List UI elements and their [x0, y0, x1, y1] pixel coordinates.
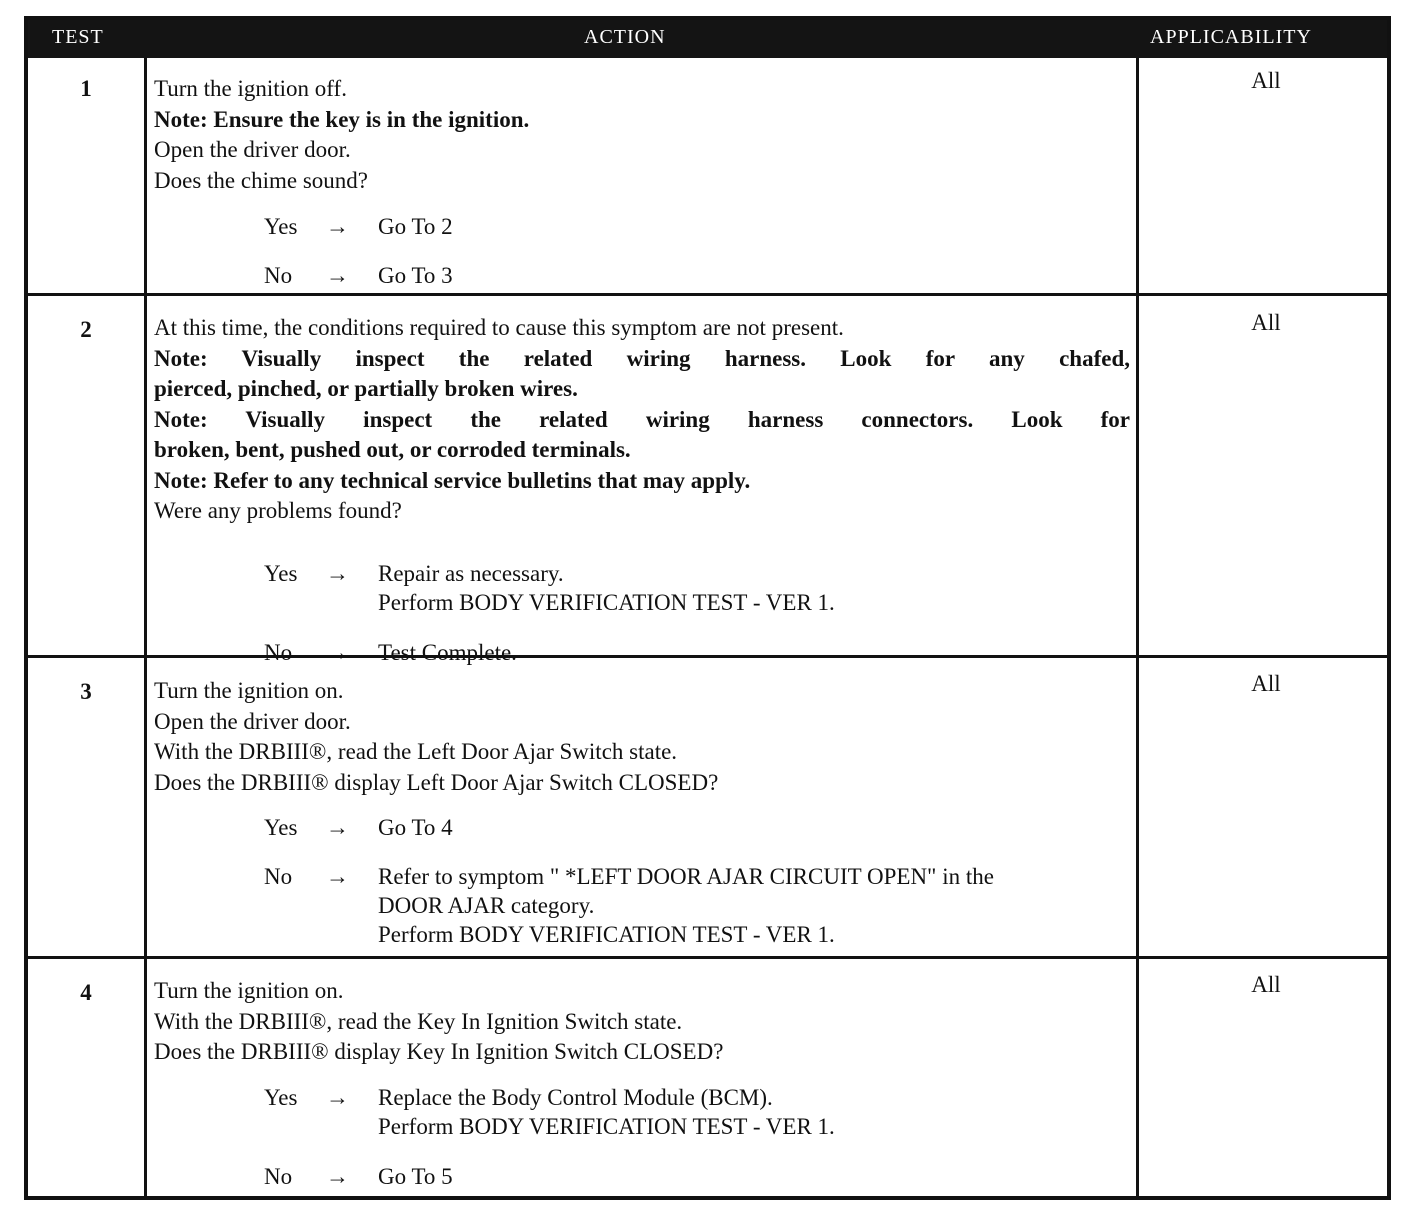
option-result: Go To 4: [378, 815, 453, 840]
test-number: 1: [80, 76, 92, 101]
test-number: 4: [80, 980, 92, 1005]
option-result: Go To 2: [378, 214, 453, 239]
action-line: With the DRBIII®, read the Left Door Ajar Switch state.: [154, 739, 678, 764]
action-text: [154, 676, 1130, 947]
action-line: Does the DRBIII® display Key In Ignition Switch CLOSED?: [154, 1039, 724, 1064]
action-line: Open the driver door.: [154, 137, 351, 162]
action-note: pierced, pinched, or partially broken wires.: [154, 376, 578, 401]
action-line: Does the chime sound?: [154, 167, 368, 193]
option-result: [378, 1083, 835, 1141]
test-number: 2: [80, 317, 92, 342]
arrow-icon: →: [326, 214, 349, 239]
option-result-line: Replace the Body Control Module (BCM).: [378, 1085, 773, 1110]
action-line: Were any problems found?: [154, 498, 402, 523]
option-label: No: [264, 1164, 293, 1189]
option-result-line: Refer to symptom " *LEFT DOOR AJAR CIRCUIT OPEN" in the: [378, 864, 994, 889]
action-note: Note: Visually inspect the related wiring harness. Look for any chafed,: [154, 345, 1130, 371]
action-note: Note: Ensure the key is in the ignition.: [154, 106, 530, 132]
diagnostic-test-table: [24, 16, 1391, 1200]
applicability-value: All: [1251, 310, 1281, 335]
header-test: TEST: [52, 26, 104, 48]
action-text: [154, 976, 1130, 1189]
applicability-value: All: [1251, 972, 1281, 997]
action-line: Turn the ignition on.: [154, 678, 344, 703]
option-result: Test Complete.: [378, 640, 517, 665]
arrow-icon: →: [326, 263, 349, 288]
row-divider: [28, 293, 1387, 296]
arrow-icon: →: [326, 640, 349, 665]
option-result-line: Perform BODY VERIFICATION TEST - VER 1.: [378, 1114, 835, 1139]
row-divider: [28, 655, 1387, 658]
action-text: [154, 74, 1130, 288]
action-line: Turn the ignition off.: [154, 76, 347, 101]
action-note: Note: Refer to any technical service bulletins that may apply.: [154, 467, 751, 493]
option-result-line: Perform BODY VERIFICATION TEST - VER 1.: [378, 922, 835, 947]
option-label: Yes: [264, 1085, 298, 1110]
option-result: [378, 559, 835, 617]
option-result-line: Repair as necessary.: [378, 561, 564, 586]
action-line: Does the DRBIII® display Left Door Ajar Switch CLOSED?: [154, 769, 719, 795]
option-label: Yes: [264, 815, 298, 840]
option-result: Go To 3: [378, 263, 453, 288]
action-line: Turn the ignition on.: [154, 978, 344, 1003]
header-applicability: APPLICABILITY: [1150, 26, 1312, 48]
column-divider: [1136, 58, 1139, 1196]
applicability-value: All: [1251, 68, 1281, 93]
table-header: [28, 20, 1387, 58]
option-result: [378, 862, 994, 949]
action-line: At this time, the conditions required to cause this symptom are not present.: [154, 315, 844, 340]
action-note: broken, bent, pushed out, or corroded terminals.: [154, 437, 631, 462]
arrow-icon: →: [326, 864, 349, 889]
header-action: ACTION: [584, 26, 666, 48]
option-result-line: DOOR AJAR category.: [378, 893, 595, 918]
option-label: Yes: [264, 214, 298, 239]
action-text: [154, 313, 1130, 665]
action-line: With the DRBIII®, read the Key In Ignition Switch state.: [154, 1008, 683, 1034]
option-result-line: Perform BODY VERIFICATION TEST - VER 1.: [378, 590, 835, 615]
action-line: Open the driver door.: [154, 708, 351, 734]
arrow-icon: →: [326, 561, 349, 586]
arrow-icon: →: [326, 815, 349, 840]
option-label: No: [264, 640, 293, 665]
option-label: No: [264, 864, 293, 889]
row-divider: [28, 956, 1387, 959]
arrow-icon: →: [326, 1085, 349, 1110]
arrow-icon: →: [326, 1164, 349, 1189]
option-label: No: [264, 263, 293, 288]
column-divider: [144, 58, 147, 1196]
applicability-value: All: [1251, 671, 1281, 696]
option-result: Go To 5: [378, 1164, 453, 1189]
test-number: 3: [80, 679, 92, 704]
option-label: Yes: [264, 561, 298, 586]
action-note: Note: Visually inspect the related wiring harness connectors. Look for: [154, 406, 1130, 432]
